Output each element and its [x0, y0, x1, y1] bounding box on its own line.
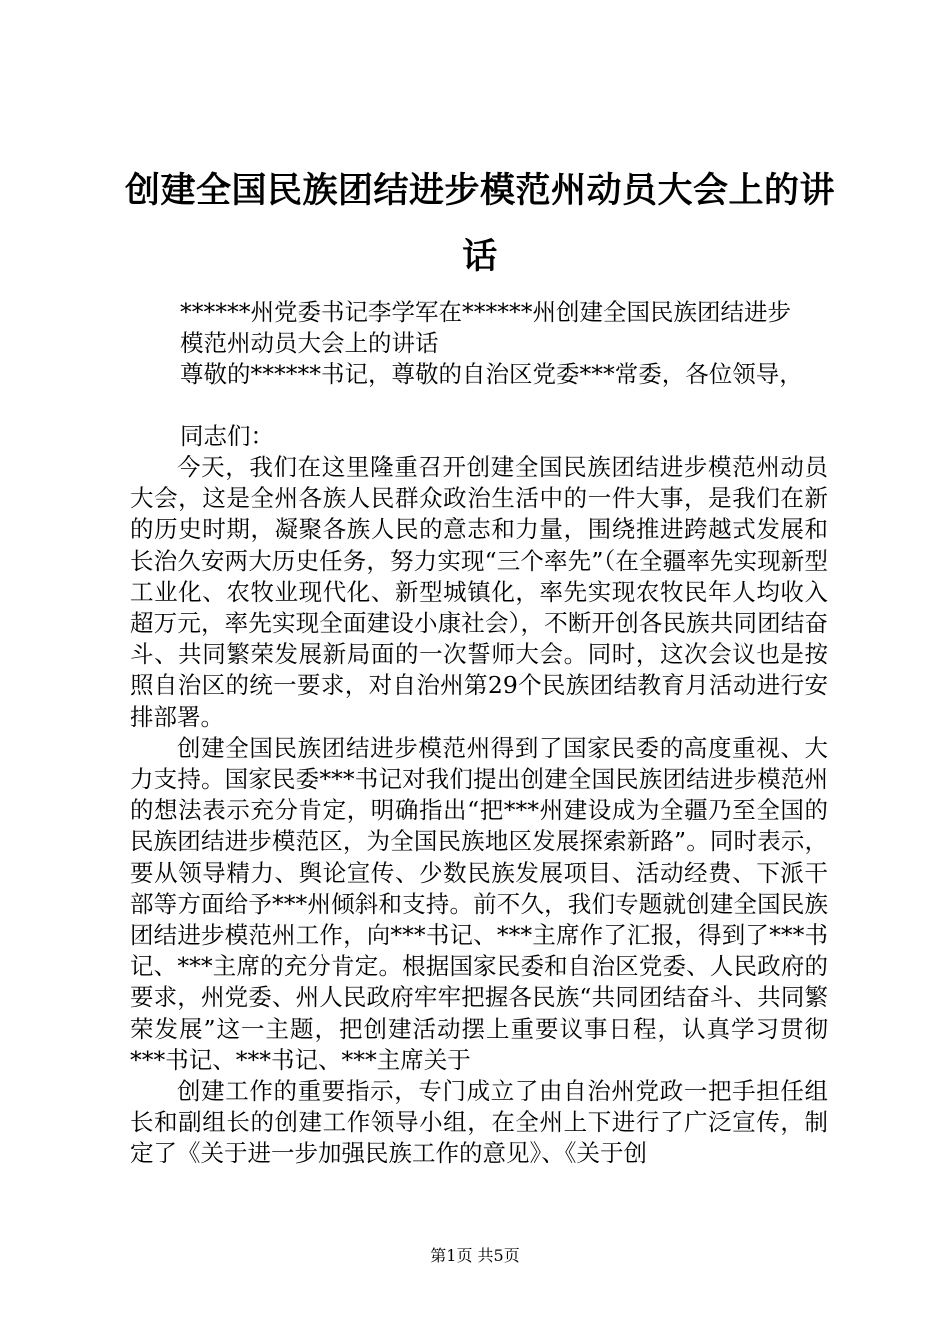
document-subtitle: ******州党委书记李学军在******州创建全国民族团结进步模范州动员大会上的讲话 — [180, 298, 791, 357]
body-paragraph-1: 今天，我们在这里隆重召开创建全国民族团结进步模范州动员大会，这是全州各族人民群众政治生活中的一件大事，是我们在新的历史时期，凝聚各族人民的意志和力量，围绕推进跨越式发展和长治久安两大历史任务，努力实现“三个率先”（在全疆率先实现新型工业化、农牧业现代化、新型城镇化，率先实现农牧民年人均收入超万元，率先实现全面建设小康社会），不断开创各民族共同团结奋斗、共同繁荣发展新局面的一次誓师大会。同时，这次会议也是按照自治区的统一要求，对自治州第29个民族团结教育月活动进行安排部署。 — [130, 453, 828, 731]
page-number-footer: 第1页 共5页 — [430, 1246, 520, 1265]
document-title: 创建全国民族团结进步模范州动员大会上的讲话 — [124, 171, 835, 277]
salutation-line: 尊敬的******书记，尊敬的自治区党委***常委，各位领导， — [180, 360, 803, 388]
body-paragraph-2: 创建全国民族团结进步模范州得到了国家民委的高度重视、大力支持。国家民委***书记对我们提出创建全国民族团结进步模范州的想法表示充分肯定，明确指出“把***州建设成为全疆乃至全国的民族团结进步模范区，为全国民族地区发展探索新路”。同时表示，要从领导精力、舆论宣传、少数民族发展项目、活动经费、下派干部等方面给予***州倾斜和支持。前不久，我们专题就创建全国民族团结进步模范州工作，向***书记、***主席作了汇报，得到了***书记、***主席的充分肯定。根据国家民委和自治区党委、人民政府的要求，州党委、州人民政府牢牢把握各民族“共同团结奋斗、共同繁荣发展”这一主题，把创建活动摆上重要议事日程，认真学习贯彻***书记、***书记、***主席关于 — [130, 733, 828, 1074]
body-paragraph-3: 创建工作的重要指示，专门成立了由自治州党政一把手担任组长和副组长的创建工作领导小组，在全州上下进行了广泛宣传，制定了《关于进一步加强民族工作的意见》、《关于创 — [130, 1077, 828, 1168]
document-body — [130, 452, 828, 1170]
greeting-line: 同志们： — [180, 422, 274, 450]
